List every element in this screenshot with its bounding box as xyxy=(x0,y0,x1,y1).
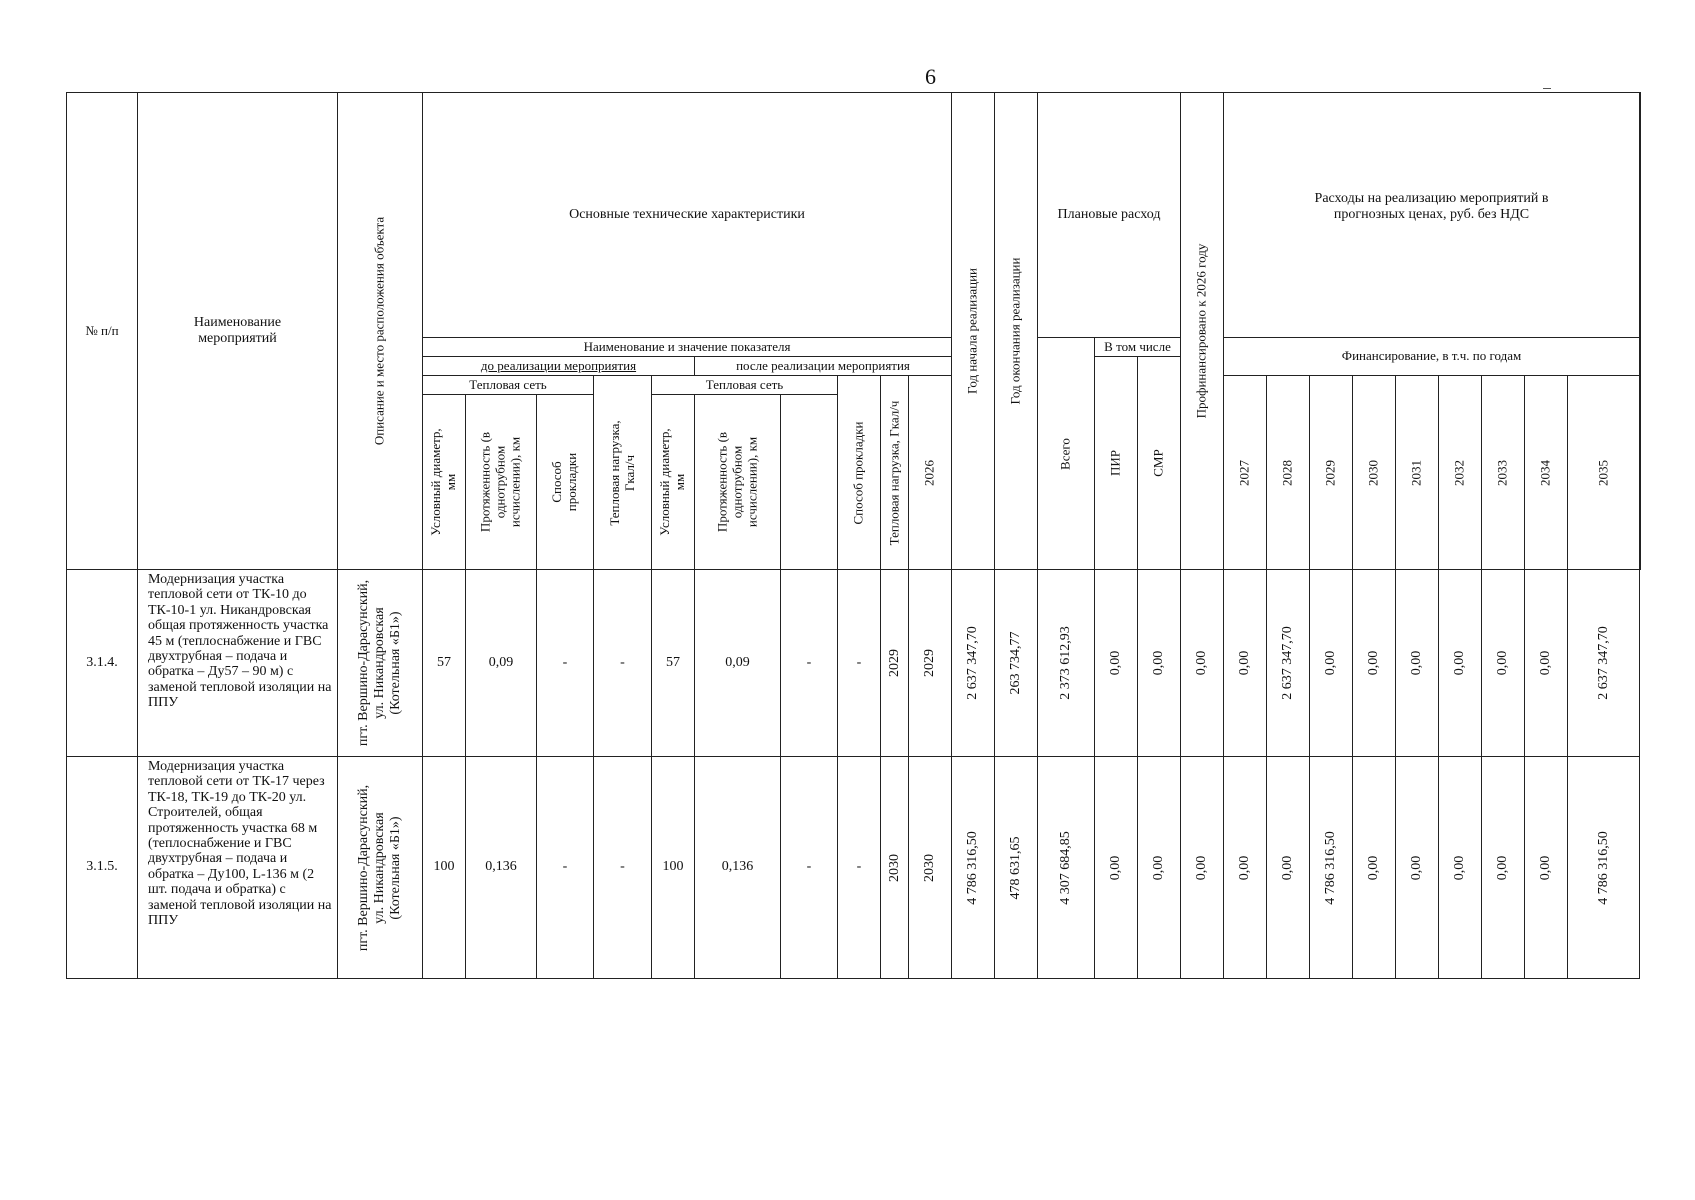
row-year-2033 xyxy=(1439,570,1482,757)
header-year-start xyxy=(952,93,995,570)
header-year-end-text: Год окончания реализации xyxy=(1007,257,1023,405)
year-header-2026 xyxy=(909,376,952,570)
row-diam-before: 100 xyxy=(423,757,466,979)
year-header-2033-text: 2033 xyxy=(1494,459,1510,486)
row-profit-text: 4 786 316,50 xyxy=(1595,830,1611,905)
row-load-before: - xyxy=(594,757,652,979)
row-num: 3.1.4. xyxy=(67,570,138,757)
row-year-2031-text: 0,00 xyxy=(1365,650,1381,676)
row-total-text: 2 637 347,70 xyxy=(964,626,980,700)
year-header-2032-text: 2032 xyxy=(1451,459,1467,486)
header-location xyxy=(338,93,423,570)
year-header-2031 xyxy=(1396,376,1439,570)
row-diam-before: 57 xyxy=(423,570,466,757)
row-year-2028-text: 0,00 xyxy=(1236,650,1252,676)
row-year-2031 xyxy=(1353,757,1396,979)
row-smr xyxy=(1038,757,1095,979)
row-year-2031 xyxy=(1353,570,1396,757)
row-year-end xyxy=(909,570,952,757)
row-location-text: пгт. Вершино-Дарасунский, ул. Никандровская (Котельная «Б1») xyxy=(355,784,404,951)
row-year-2030 xyxy=(1310,570,1353,757)
header-financing: Финансирование, в т.ч. по годам xyxy=(1224,338,1640,376)
row-year-2030-text: 0,00 xyxy=(1322,650,1338,676)
row-len-before: 0,09 xyxy=(466,570,537,757)
table-row xyxy=(67,757,1641,979)
header-prefinanced-text: Профинансировано к 2026 году xyxy=(1193,243,1209,419)
row-profit xyxy=(1568,757,1640,979)
row-year-2032 xyxy=(1396,570,1439,757)
row-year-2035-text: 0,00 xyxy=(1537,855,1553,880)
header-profit-text xyxy=(1640,364,1641,544)
header-prefinanced xyxy=(1181,93,1224,570)
table-row xyxy=(67,570,1641,757)
row-pir-text: 263 734,77 xyxy=(1007,631,1023,695)
row-laying-after: - xyxy=(781,757,838,979)
row-diam-after: 100 xyxy=(652,757,695,979)
header-pir xyxy=(1095,357,1138,570)
row-year-2026 xyxy=(1138,757,1181,979)
row-total xyxy=(952,757,995,979)
header-total xyxy=(1038,338,1095,570)
year-header-2035 xyxy=(1568,376,1640,570)
row-total-text: 4 786 316,50 xyxy=(964,830,980,905)
row-year-2027 xyxy=(1181,570,1224,757)
year-header-2033 xyxy=(1482,376,1525,570)
header-laying-before xyxy=(537,395,594,570)
header-diam-before-text: Условный диаметр, мм xyxy=(428,428,458,536)
row-year-2027-text: 0,00 xyxy=(1193,855,1209,880)
page-mark xyxy=(1543,88,1551,89)
row-year-end-text: 2030 xyxy=(921,853,937,882)
row-name: Модернизация участка тепловой сети от ТК-17 через ТК-18, ТК-19 до ТК-20 ул. Строителей, общая протяженность участка 68 м (теплоснабжение и ГВС двухтрубная – подача и обратка – Ду100, L-136 м (2 шт. подача и обратка) с заменой тепловой изоляции на ППУ xyxy=(138,757,338,979)
year-header-2027-text: 2027 xyxy=(1236,459,1252,486)
row-year-2034 xyxy=(1482,757,1525,979)
row-year-2035-text: 0,00 xyxy=(1537,650,1553,676)
header-smr xyxy=(1138,357,1181,570)
row-profit-text: 2 637 347,70 xyxy=(1595,626,1611,700)
header-planned: Плановые расход xyxy=(1038,93,1181,338)
header-sources-text xyxy=(1640,100,1641,330)
header-year-start-text: Год начала реализации xyxy=(964,267,980,395)
row-prefinanced xyxy=(1095,570,1138,757)
row-year-2026 xyxy=(1138,570,1181,757)
year-header-2032 xyxy=(1439,376,1482,570)
year-header-2028-text: 2028 xyxy=(1279,459,1295,486)
row-year-start xyxy=(881,757,909,979)
header-load-after xyxy=(881,376,909,570)
row-load-after: - xyxy=(838,570,881,757)
row-year-2033-text: 0,00 xyxy=(1451,855,1467,880)
header-load-before xyxy=(594,376,652,570)
row-location-text: пгт. Вершино-Дарасунский, ул. Никандровская (Котельная «Б1») xyxy=(355,579,404,747)
row-year-end-text: 2029 xyxy=(921,649,937,677)
header-num: № п/п xyxy=(67,93,138,570)
row-year-2033 xyxy=(1439,757,1482,979)
row-prefinanced xyxy=(1095,757,1138,979)
row-year-2028 xyxy=(1224,757,1267,979)
row-total xyxy=(952,570,995,757)
investment-table xyxy=(66,92,1641,979)
row-year-2030-text: 4 786 316,50 xyxy=(1322,830,1338,905)
header-laying-after2 xyxy=(781,395,838,570)
row-year-2027-text: 0,00 xyxy=(1193,650,1209,676)
row-prefinanced-text: 0,00 xyxy=(1107,650,1123,676)
year-header-2029-text: 2029 xyxy=(1322,459,1338,486)
row-len-before: 0,136 xyxy=(466,757,537,979)
row-year-2034-text: 0,00 xyxy=(1494,855,1510,880)
row-profit xyxy=(1568,570,1640,757)
row-prefinanced-text: 0,00 xyxy=(1107,855,1123,880)
year-header-2034-text: 2034 xyxy=(1537,459,1553,486)
header-diam-after xyxy=(652,395,695,570)
header-name xyxy=(138,93,338,570)
row-year-2028-text: 0,00 xyxy=(1236,855,1252,880)
header-sources xyxy=(1640,93,1641,338)
header-expenses xyxy=(1224,93,1640,338)
header-len-before-text: Протяженность (в однотрубном исчислении), км xyxy=(477,431,523,533)
header-diam-after-text: Условный диаметр, мм xyxy=(657,428,687,536)
header-laying-after-text: Способ прокладки xyxy=(850,420,866,525)
year-header-2031-text: 2031 xyxy=(1408,459,1424,486)
header-name-text: Наименование мероприятий xyxy=(193,314,282,346)
header-year-end xyxy=(995,93,1038,570)
page-number: 6 xyxy=(925,64,936,89)
row-smr xyxy=(1038,570,1095,757)
row-year-2029 xyxy=(1267,570,1310,757)
row-year-2035 xyxy=(1525,570,1568,757)
header-tech: Основные технические характеристики xyxy=(423,93,952,338)
year-header-2035-text: 2035 xyxy=(1595,459,1611,486)
year-header-2027 xyxy=(1224,376,1267,570)
header-expenses-text: Расходы на реализацию мероприятий в прогнозных ценах, руб. без НДС xyxy=(1314,191,1549,223)
row-location xyxy=(338,757,423,979)
row-pir-text: 478 631,65 xyxy=(1007,836,1023,899)
header-diam-before xyxy=(423,395,466,570)
row-year-2029 xyxy=(1267,757,1310,979)
row-year-2033-text: 0,00 xyxy=(1451,650,1467,676)
row-laying-after: - xyxy=(781,570,838,757)
row-year-start-text: 2029 xyxy=(886,649,902,677)
row-year-2032 xyxy=(1396,757,1439,979)
row-year-2026-text: 0,00 xyxy=(1150,855,1166,880)
header-location-text: Описание и место расположения объекта xyxy=(371,216,387,446)
row-name: Модернизация участка тепловой сети от ТК-10 до ТК-10-1 ул. Никандровская общая протяженность участка 45 м (теплоснабжение и ГВС двухтрубная – подача и обратка – Ду57 – 90 м) с заменой тепловой изоляции на ППУ xyxy=(138,570,338,757)
row-len-after: 0,136 xyxy=(695,757,781,979)
header-smr-text: СМР xyxy=(1150,449,1166,477)
row-year-2031-text: 0,00 xyxy=(1365,855,1381,880)
row-year-2029-text: 2 637 347,70 xyxy=(1279,626,1295,700)
row-laying-before: - xyxy=(537,570,594,757)
header-laying-before-text: Способ прокладки xyxy=(549,452,579,512)
row-num: 3.1.5. xyxy=(67,757,138,979)
year-header-2026-text: 2026 xyxy=(921,459,937,486)
header-load-before-text: Тепловая нагрузка, Гкал/ч xyxy=(606,419,637,526)
header-laying-after xyxy=(838,376,881,570)
row-pir xyxy=(995,757,1038,979)
header-net-before: Тепловая сеть xyxy=(423,376,594,395)
row-load-before: - xyxy=(594,570,652,757)
row-year-2034-text: 0,00 xyxy=(1494,650,1510,676)
header-len-before xyxy=(466,395,537,570)
header-after: после реализации мероприятия xyxy=(695,357,952,376)
header-len-after-text: Протяженность (в однотрубном исчислении), км xyxy=(714,431,759,533)
header-total-text: Всего xyxy=(1057,437,1073,470)
row-load-after: - xyxy=(838,757,881,979)
row-year-2028 xyxy=(1224,570,1267,757)
header-incl: В том числе xyxy=(1095,338,1181,357)
year-header-2028 xyxy=(1267,376,1310,570)
row-year-2035 xyxy=(1525,757,1568,979)
row-len-after: 0,09 xyxy=(695,570,781,757)
row-smr-text: 2 373 612,93 xyxy=(1057,626,1073,700)
row-year-start-text: 2030 xyxy=(886,853,902,882)
row-year-end xyxy=(909,757,952,979)
year-header-2030-text: 2030 xyxy=(1365,459,1381,486)
header-before: до реализации мероприятия xyxy=(423,357,695,376)
row-pir xyxy=(995,570,1038,757)
row-diam-after: 57 xyxy=(652,570,695,757)
header-profit xyxy=(1640,338,1641,570)
row-year-2030 xyxy=(1310,757,1353,979)
row-smr-text: 4 307 684,85 xyxy=(1057,830,1073,905)
row-year-2026-text: 0,00 xyxy=(1150,650,1166,676)
row-location xyxy=(338,570,423,757)
header-load-after-text: Тепловая нагрузка, Гкал/ч xyxy=(886,400,902,545)
row-year-start xyxy=(881,570,909,757)
row-year-2032-text: 0,00 xyxy=(1408,855,1424,880)
header-indicator: Наименование и значение показателя xyxy=(423,338,952,357)
row-laying-before: - xyxy=(537,757,594,979)
header-net-after: Тепловая сеть xyxy=(652,376,838,395)
header-len-after xyxy=(695,395,781,570)
year-header-2030 xyxy=(1353,376,1396,570)
row-year-2029-text: 0,00 xyxy=(1279,855,1295,880)
row-year-2032-text: 0,00 xyxy=(1408,650,1424,676)
year-header-2034 xyxy=(1525,376,1568,570)
row-year-2027 xyxy=(1181,757,1224,979)
header-pir-text: ПИР xyxy=(1107,449,1123,477)
year-header-2029 xyxy=(1310,376,1353,570)
row-year-2034 xyxy=(1482,570,1525,757)
